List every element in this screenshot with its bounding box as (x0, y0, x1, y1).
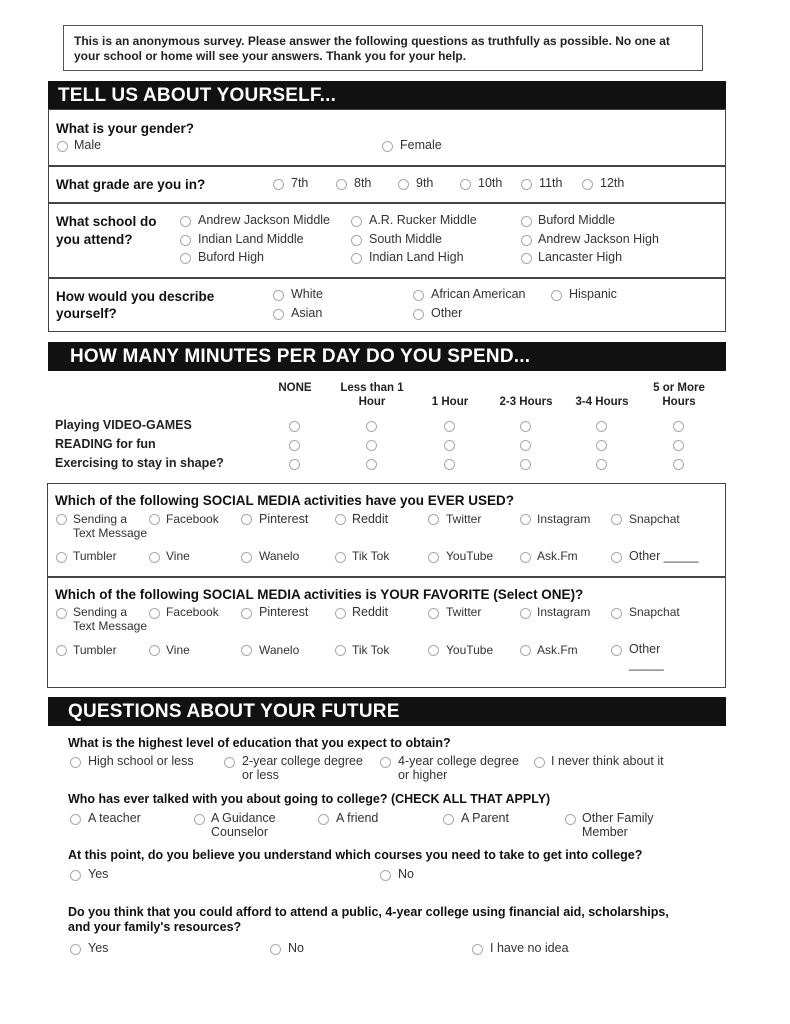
fav-facebook-radio[interactable] (149, 608, 160, 619)
describe-other-radio[interactable] (413, 309, 424, 320)
fav-tiktok-radio[interactable] (335, 645, 346, 656)
edu-4yr-line2: or higher (398, 768, 448, 782)
fav-other-line2: _____ (629, 657, 664, 671)
fav-facebook-label: Facebook (166, 605, 219, 619)
describe-asian-label: Asian (291, 306, 323, 320)
gender-female-radio[interactable] (382, 141, 393, 152)
video-1hour-radio[interactable] (444, 421, 455, 432)
describe-other-label: Other (431, 306, 463, 320)
fav-snapchat-radio[interactable] (611, 608, 622, 619)
col-5more-line1: 5 or More (653, 382, 705, 394)
col-less1-line2: Hour (358, 396, 386, 408)
edu-hs-radio[interactable] (70, 757, 81, 768)
fav-askfm-label: Ask.Fm (537, 643, 578, 657)
edu-never-label: I never think about it (551, 754, 664, 768)
row-video-games-label: Playing VIDEO-GAMES (55, 418, 192, 432)
row-exercising-label: Exercising to stay in shape? (55, 456, 224, 470)
used-text-line2: Text Message (73, 526, 148, 540)
school-sm-label: South Middle (369, 232, 442, 246)
fav-other-radio[interactable] (611, 645, 622, 656)
used-wanelo-label: Wanelo (259, 549, 300, 563)
fav-text-line2: Text Message (73, 619, 148, 633)
exercise-1hour-radio[interactable] (444, 459, 455, 470)
used-snapchat-radio[interactable] (611, 514, 622, 525)
courses-yes-label: Yes (88, 867, 109, 881)
used-vine-radio[interactable] (149, 552, 160, 563)
school-ajm-label: Andrew Jackson Middle (198, 213, 331, 227)
school-ilm-radio[interactable] (180, 235, 191, 246)
col-1hour-header (420, 381, 480, 409)
fav-instagram-label: Instagram (537, 605, 591, 619)
talked-parent-label: A Parent (461, 811, 509, 825)
exercise-none-radio[interactable] (289, 459, 300, 470)
school-ilh-label: Indian Land High (369, 250, 464, 264)
grade-8th-label: 8th (354, 176, 372, 190)
school-ajh-radio[interactable] (521, 235, 532, 246)
used-twitter-label: Twitter (446, 512, 482, 526)
col-34hours-line1 (568, 381, 636, 395)
grade-9th-radio[interactable] (398, 179, 409, 190)
video-less1-radio[interactable] (366, 421, 377, 432)
describe-african-american-label: African American (431, 287, 526, 301)
reading-1hour-radio[interactable] (444, 440, 455, 451)
grade-12th-label: 12th (600, 176, 625, 190)
used-other-label: Other _____ (629, 549, 699, 563)
school-ajm-radio[interactable] (180, 216, 191, 227)
grade-10th-label: 10th (478, 176, 503, 190)
courses-no-label: No (398, 867, 414, 881)
fav-pinterest-label: Pinterest (259, 605, 309, 619)
talked-question: Who has ever talked with you about going to college? (CHECK ALL THAT APPLY) (68, 792, 551, 806)
edu-2yr-label (242, 754, 363, 782)
grade-7th-label: 7th (291, 176, 309, 190)
edu-never-radio[interactable] (534, 757, 545, 768)
used-reddit-label: Reddit (352, 512, 389, 526)
used-reddit-radio[interactable] (335, 514, 346, 525)
fav-reddit-label: Reddit (352, 605, 389, 619)
talked-counselor-line2: Counselor (211, 825, 268, 839)
fav-youtube-radio[interactable] (428, 645, 439, 656)
section-header-about: TELL US ABOUT YOURSELF... (48, 81, 726, 110)
afford-yes-radio[interactable] (70, 944, 81, 955)
describe-asian-radio[interactable] (273, 309, 284, 320)
used-tumbler-radio[interactable] (56, 552, 67, 563)
col-less1-line1: Less than 1 (340, 382, 404, 394)
fav-snapchat-label: Snapchat (629, 605, 680, 619)
used-tumbler-label: Tumbler (73, 549, 117, 563)
edu-2yr-radio[interactable] (224, 757, 235, 768)
afford-idea-radio[interactable] (472, 944, 483, 955)
col-23hours-line1 (492, 381, 560, 395)
section-header-future: QUESTIONS ABOUT YOUR FUTURE (48, 697, 726, 726)
fav-twitter-label: Twitter (446, 605, 482, 619)
used-pinterest-radio[interactable] (241, 514, 252, 525)
school-question-line1: What school do (56, 214, 157, 229)
col-1hour-line1 (420, 381, 480, 395)
grade-10th-radio[interactable] (460, 179, 471, 190)
describe-white-radio[interactable] (273, 290, 284, 301)
school-bh-label: Buford High (198, 250, 265, 264)
school-question-line2: you attend? (56, 232, 133, 247)
talked-family-radio[interactable] (565, 814, 576, 825)
talked-family-line1: Other Family (582, 811, 654, 825)
describe-hispanic-radio[interactable] (551, 290, 562, 301)
talked-teacher-radio[interactable] (70, 814, 81, 825)
school-ilh-radio[interactable] (351, 253, 362, 264)
reading-less1-radio[interactable] (366, 440, 377, 451)
talked-friend-radio[interactable] (318, 814, 329, 825)
fav-tumbler-radio[interactable] (56, 645, 67, 656)
edu-2yr-line1: 2-year college degree (242, 754, 363, 768)
describe-african-american-radio[interactable] (413, 290, 424, 301)
school-bm-radio[interactable] (521, 216, 532, 227)
video-5more-radio[interactable] (673, 421, 684, 432)
video-34hours-radio[interactable] (596, 421, 607, 432)
school-ajh-label: Andrew Jackson High (538, 232, 659, 246)
exercise-5more-radio[interactable] (673, 459, 684, 470)
school-arr-radio[interactable] (351, 216, 362, 227)
used-other-radio[interactable] (611, 552, 622, 563)
school-lh-label: Lancaster High (538, 250, 623, 264)
education-question: What is the highest level of education that you expect to obtain? (68, 736, 451, 750)
edu-4yr-line1: 4-year college degree (398, 754, 519, 768)
exercise-34hours-radio[interactable] (596, 459, 607, 470)
exercise-23hours-radio[interactable] (520, 459, 531, 470)
courses-question: At this point, do you believe you understand which courses you need to take to get into college? (68, 848, 643, 862)
video-23hours-radio[interactable] (520, 421, 531, 432)
used-facebook-radio[interactable] (149, 514, 160, 525)
fav-vine-label: Vine (166, 643, 190, 657)
grade-8th-radio[interactable] (336, 179, 347, 190)
courses-yes-radio[interactable] (70, 870, 81, 881)
fav-text-label (73, 605, 147, 633)
fav-youtube-label: YouTube (446, 643, 494, 657)
used-text-label (73, 512, 147, 540)
talked-teacher-label: A teacher (88, 811, 141, 825)
fav-askfm-radio[interactable] (520, 645, 531, 656)
fav-text-radio[interactable] (56, 608, 67, 619)
afford-no-radio[interactable] (270, 944, 281, 955)
edu-4yr-radio[interactable] (380, 757, 391, 768)
describe-question-line2: yourself? (56, 306, 117, 321)
reading-23hours-radio[interactable] (520, 440, 531, 451)
describe-hispanic-label: Hispanic (569, 287, 617, 301)
afford-yes-label: Yes (88, 941, 109, 955)
gender-question: What is your gender? (56, 121, 195, 136)
school-arr-label: A.R. Rucker Middle (369, 213, 477, 227)
describe-white-label: White (291, 287, 323, 301)
grade-9th-label: 9th (416, 176, 434, 190)
grade-question: What grade are you in? (56, 177, 206, 192)
used-vine-label: Vine (166, 549, 190, 563)
exercise-less1-radio[interactable] (366, 459, 377, 470)
col-23hours-header (492, 381, 560, 409)
afford-question-line2: and your family's resources? (68, 920, 242, 934)
used-askfm-radio[interactable] (520, 552, 531, 563)
used-instagram-radio[interactable] (520, 514, 531, 525)
intro-note: This is an anonymous survey. Please answer the following questions as truthfully as possible. No one at your school or home will see your answers. Thank you for your help. (63, 25, 703, 71)
fav-wanelo-label: Wanelo (259, 643, 300, 657)
edu-hs-label: High school or less (88, 754, 194, 768)
school-bh-radio[interactable] (180, 253, 191, 264)
col-5more-header (645, 381, 713, 409)
afford-no-label: No (288, 941, 304, 955)
fav-reddit-radio[interactable] (335, 608, 346, 619)
used-askfm-label: Ask.Fm (537, 549, 578, 563)
fav-other-label (629, 642, 664, 672)
fav-tumbler-label: Tumbler (73, 643, 117, 657)
afford-idea-label: I have no idea (490, 941, 569, 955)
talked-counselor-label (211, 811, 276, 839)
fav-wanelo-radio[interactable] (241, 645, 252, 656)
used-text-radio[interactable] (56, 514, 67, 525)
edu-2yr-line2: or less (242, 768, 279, 782)
used-twitter-radio[interactable] (428, 514, 439, 525)
used-instagram-label: Instagram (537, 512, 591, 526)
social-used-question: Which of the following SOCIAL MEDIA activities have you EVER USED? (55, 493, 515, 508)
reading-none-radio[interactable] (289, 440, 300, 451)
school-bm-label: Buford Middle (538, 213, 616, 227)
gender-box (48, 109, 726, 166)
used-youtube-radio[interactable] (428, 552, 439, 563)
used-text-line1: Sending a (73, 512, 128, 526)
row-reading-label: READING for fun (55, 437, 156, 451)
afford-question-line1: Do you think that you could afford to attend a public, 4-year college using financial aid, scholarships, (68, 905, 669, 919)
talked-family-line2: Member (582, 825, 628, 839)
col-less1-header (336, 381, 408, 409)
edu-4yr-label (398, 754, 519, 782)
talked-counselor-radio[interactable] (194, 814, 205, 825)
school-ilm-label: Indian Land Middle (198, 232, 304, 246)
reading-34hours-radio[interactable] (596, 440, 607, 451)
used-snapchat-label: Snapchat (629, 512, 680, 526)
fav-pinterest-radio[interactable] (241, 608, 252, 619)
gender-female-label: Female (400, 138, 442, 152)
grade-11th-radio[interactable] (521, 179, 532, 190)
grade-12th-radio[interactable] (582, 179, 593, 190)
col-23hours-line2: 2-3 Hours (499, 396, 553, 408)
used-tiktok-radio[interactable] (335, 552, 346, 563)
col-1hour-line2: 1 Hour (431, 396, 469, 408)
col-none-line2: NONE (278, 382, 312, 394)
col-34hours-line2: 3-4 Hours (575, 396, 629, 408)
col-34hours-header (568, 381, 636, 409)
col-none-header (265, 381, 325, 395)
section-header-minutes: HOW MANY MINUTES PER DAY DO YOU SPEND... (48, 342, 726, 371)
describe-question-line1: How would you describe (56, 289, 215, 304)
describe-box (48, 278, 726, 332)
gender-male-radio[interactable] (57, 141, 68, 152)
gender-male-label: Male (74, 138, 102, 152)
fav-tiktok-label: Tik Tok (352, 643, 390, 657)
courses-no-radio[interactable] (380, 870, 391, 881)
school-sm-radio[interactable] (351, 235, 362, 246)
social-fav-question: Which of the following SOCIAL MEDIA activities is YOUR FAVORITE (Select ONE)? (55, 587, 584, 602)
talked-counselor-line1: A Guidance (211, 811, 276, 825)
used-wanelo-radio[interactable] (241, 552, 252, 563)
used-pinterest-label: Pinterest (259, 512, 309, 526)
fav-twitter-radio[interactable] (428, 608, 439, 619)
reading-5more-radio[interactable] (673, 440, 684, 451)
video-none-radio[interactable] (289, 421, 300, 432)
used-facebook-label: Facebook (166, 512, 219, 526)
talked-parent-radio[interactable] (443, 814, 454, 825)
grade-7th-radio[interactable] (273, 179, 284, 190)
talked-friend-label: A friend (336, 811, 379, 825)
fav-instagram-radio[interactable] (520, 608, 531, 619)
used-tiktok-label: Tik Tok (352, 549, 390, 563)
grade-11th-label: 11th (539, 176, 563, 190)
fav-other-line1: Other (629, 642, 661, 656)
fav-text-line1: Sending a (73, 605, 128, 619)
used-youtube-label: YouTube (446, 549, 494, 563)
talked-family-label (582, 811, 654, 839)
col-5more-line2: Hours (662, 396, 696, 408)
fav-vine-radio[interactable] (149, 645, 160, 656)
school-lh-radio[interactable] (521, 253, 532, 264)
